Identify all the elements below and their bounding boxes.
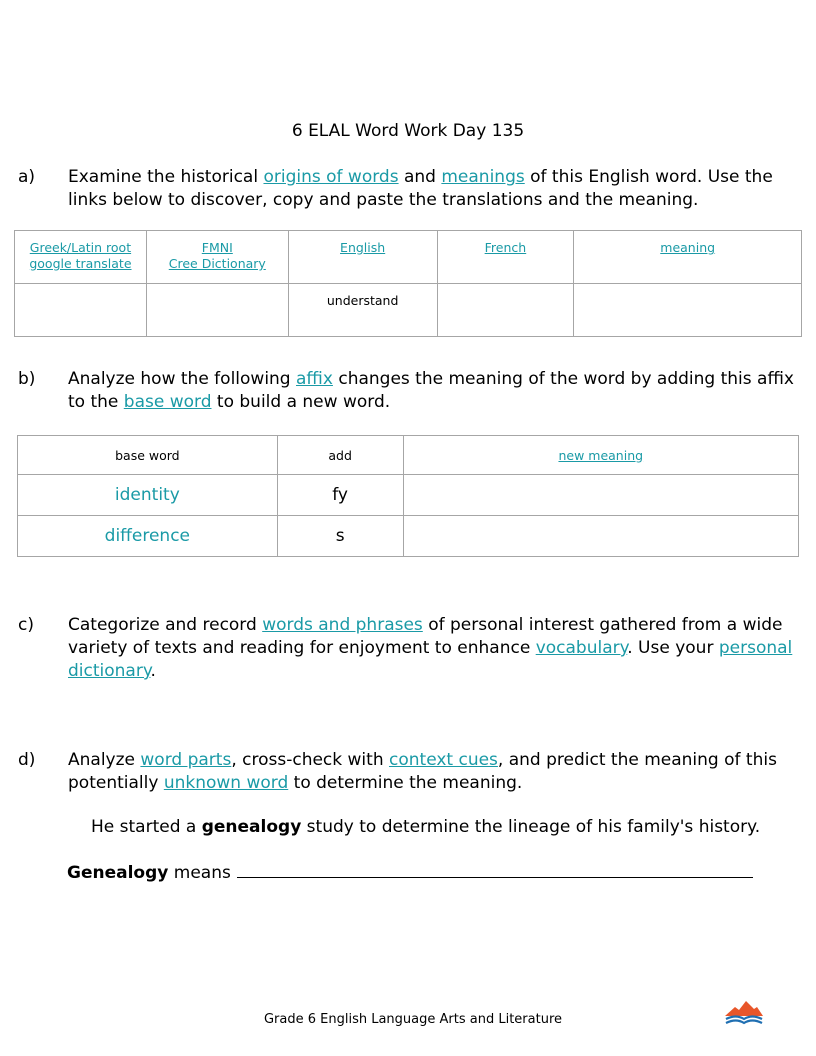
fmni-cell[interactable] [146, 284, 288, 337]
header-english [288, 231, 437, 284]
logo-book-line-2 [726, 1021, 762, 1024]
table-row [18, 475, 799, 516]
section-b-text-3: to build a new word. [211, 392, 391, 412]
header-meaning [574, 231, 802, 284]
section-d-text-3: , and predict the meaning of this potentially [68, 750, 777, 793]
header-french [437, 231, 574, 284]
section-d-letter: d) [18, 750, 36, 770]
new-meaning-link[interactable]: new meaning [558, 447, 644, 463]
table-header-row [15, 231, 802, 284]
fmni-link[interactable]: FMNI [201, 240, 233, 255]
definition-prompt [67, 861, 753, 883]
section-c-letter: c) [18, 615, 34, 635]
page-title: 6 ELAL Word Work Day 135 [291, 121, 525, 141]
new-meaning-cell[interactable] [403, 516, 798, 557]
french-link[interactable]: French [484, 240, 527, 255]
base-word-link[interactable]: base word [123, 392, 212, 412]
meaning-cell[interactable] [574, 284, 802, 337]
table-row [15, 284, 802, 337]
section-a-text-2: and [398, 167, 442, 187]
table-header-row [18, 436, 799, 475]
section-d-text [68, 749, 798, 795]
affix-link[interactable]: affix [296, 369, 333, 389]
section-a-text-1: Examine the historical [68, 167, 264, 187]
header-fmni [146, 231, 288, 284]
origins-of-words-link[interactable]: origins of words [263, 167, 399, 187]
mountain-book-logo-icon [722, 1000, 766, 1028]
section-a-text [68, 166, 798, 212]
section-c-text-3: . Use your [627, 638, 719, 658]
section-c-text-4: . [150, 661, 156, 681]
section-b-text-1: Analyze how the following [68, 369, 297, 389]
meanings-link[interactable]: meanings [441, 167, 525, 187]
affix-table [17, 435, 799, 557]
example-sentence [91, 817, 760, 837]
cree-dictionary-link[interactable]: Cree Dictionary [168, 256, 266, 271]
section-d-text-2: , cross-check with [231, 750, 389, 770]
vocabulary-link[interactable]: vocabulary [535, 638, 628, 658]
section-b-letter: b) [18, 369, 36, 389]
section-b-text-2: changes the meaning of the word by adding this affix to the [68, 369, 794, 412]
greek-latin-root-link[interactable]: Greek/Latin root [29, 240, 132, 255]
section-c-text [68, 614, 798, 683]
logo-book-line-1 [726, 1017, 762, 1020]
page-footer: Grade 6 English Language Arts and Literature [263, 1012, 563, 1027]
section-b-text [68, 368, 798, 414]
words-and-phrases-link[interactable]: words and phrases [262, 615, 423, 635]
french-cell[interactable] [437, 284, 574, 337]
header-greek-latin [15, 231, 147, 284]
section-a-letter: a) [18, 167, 36, 187]
definition-answer-line[interactable] [237, 861, 753, 878]
section-d-text-4: to determine the meaning. [288, 773, 523, 793]
affix-cell: s [277, 516, 403, 557]
new-meaning-cell[interactable] [403, 475, 798, 516]
sentence-post: study to determine the lineage of his family's history. [301, 817, 761, 837]
base-word-cell: difference [18, 516, 278, 557]
header-add: add [277, 436, 403, 475]
section-c-text-2: of personal interest gathered from a wide variety of texts and reading for enjoyment to enhance [68, 615, 783, 658]
word-parts-link[interactable]: word parts [140, 750, 232, 770]
sentence-pre: He started a [91, 817, 202, 837]
context-cues-link[interactable]: context cues [389, 750, 498, 770]
unknown-word-link[interactable]: unknown word [163, 773, 289, 793]
translation-table [14, 230, 802, 337]
definition-label: means [168, 863, 231, 883]
section-d-text-1: Analyze [68, 750, 141, 770]
google-translate-link[interactable]: google translate [29, 256, 132, 271]
affix-cell: fy [277, 475, 403, 516]
table-row [18, 516, 799, 557]
section-c-text-1: Categorize and record [68, 615, 263, 635]
english-link[interactable]: English [340, 240, 386, 255]
definition-word: Genealogy [67, 863, 169, 883]
english-word-cell: understand [288, 284, 437, 337]
sentence-target-word: genealogy [201, 817, 302, 837]
section-a-text-3: of this English word. Use the links below to discover, copy and paste the translations and the meaning. [68, 167, 773, 210]
personal-dictionary-link[interactable]: personal dictionary [68, 638, 793, 681]
logo-mountain-shape [725, 1001, 763, 1016]
meaning-link[interactable]: meaning [660, 240, 716, 255]
header-new-meaning [403, 436, 798, 475]
header-base-word: base word [18, 436, 278, 475]
base-word-cell: identity [18, 475, 278, 516]
greek-latin-cell[interactable] [15, 284, 147, 337]
